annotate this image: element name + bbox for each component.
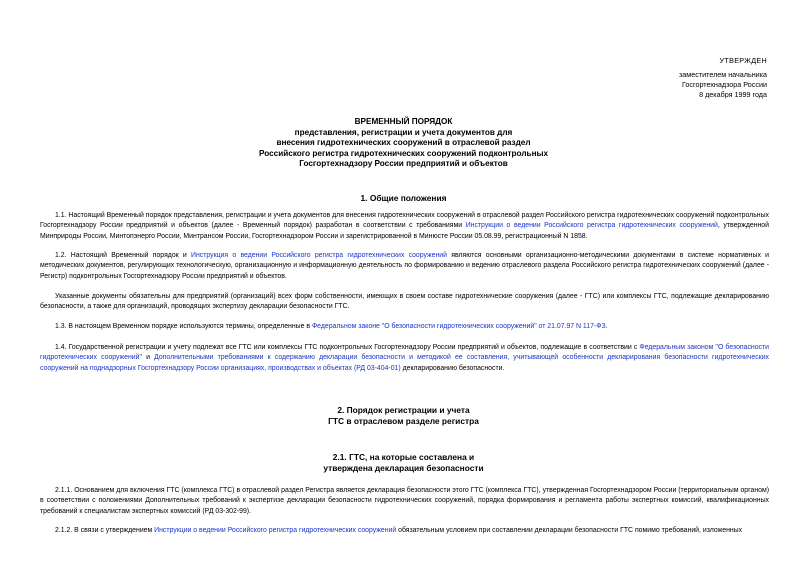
paragraph-text: 1.2. Настоящий Временный порядок и — [55, 252, 192, 259]
paragraph-text: и — [141, 354, 155, 362]
paragraph-1-4 — [40, 343, 769, 374]
paragraph-2-1-1: 2.1.1. Основанием для включения ГТС (комплекса ГТС) в отраслевой раздел Регистра является декларация безопасности этого ГТС (комплекса ГТС), утвержденная Госгортехнадзором России (территориальным органом) в соответствии с положениями Дополнительных требований к экспертизе декларации безопасности гидротехнических сооружений, порядка формирования и регламента работы экспертных комиссий, квалификационных требований к специалистам экспертных комиссий (РД 03-302-99). — [40, 487, 769, 515]
heading-line: 2.1. ГТС, на которые составлена и — [332, 452, 475, 462]
additional-requirements-link[interactable]: Дополнительными требованиями к содержанию декларации безопасности и методикой ее составления, учитывающей особенности декларирования безопасности гидротехнических сооружений на поднадзорных Госгортехнадзору России организациях, производствах и объектах (РД 03-404-01) — [40, 354, 769, 372]
instruction-register-link[interactable]: Инструкция о ведении Российского регистра гидротехнических сооружений — [191, 252, 447, 259]
title-line: Российского регистра гидротехнических сооружений подконтрольных — [258, 148, 549, 158]
approval-heading: УТВЕРЖДЕН — [719, 56, 767, 65]
heading-line: ГТС в отраслевом разделе регистра — [328, 416, 479, 426]
document-title — [0, 117, 807, 170]
paragraph-text: декларированию безопасности. — [400, 364, 505, 372]
section-1-heading: 1. Общие положения — [360, 193, 447, 203]
paragraph-1-2 — [40, 251, 769, 282]
approval-line: заместителем начальника — [678, 70, 767, 79]
paragraph-1-1 — [40, 211, 769, 242]
paragraph-text: 1.4. Государственной регистрации и учету подлежат все ГТС или комплексы ГТС подконтрольных Госгортехнадзору России предприятий и объектов, подлежащие в соответствии с — [55, 344, 640, 351]
title-line: внесения гидротехнических сооружений в отраслевой раздел — [276, 138, 531, 148]
paragraph-text: 1.1. Настоящий Временный порядок представления, регистрации и учета документов для внесения гидротехнических сооружений в отраслевой раздел Российского регистра гидротехнических сооружений подконтрольных Госгортехнадзору России предприятий и объектов (далее - Временный порядок) разработан в соответствии с требованиями — [40, 212, 769, 230]
title-line: ВРЕМЕННЫЙ ПОРЯДОК — [354, 117, 453, 126]
approval-date: 8 декабря 1999 года — [699, 90, 767, 99]
instruction-register-link[interactable]: Инструкции о ведении Российского регистра гидротехнических сооружений — [465, 222, 718, 230]
title-line: Госгортехнадзору России предприятий и объектов — [299, 159, 508, 169]
paragraph-text: . — [605, 323, 608, 330]
paragraph-text: обязательным условием при составлении декларации безопасности ГТС помимо требований, изложенных — [396, 527, 743, 534]
approval-line: Госгортехнадзора России — [681, 80, 767, 89]
paragraph-text: являются основными организационно-методическими документами в системе нормативных и методических документов, регулирующих технологическую, организационную и информационную деятельность по формированию и ведению отраслевого раздела Российского регистра гидротехнических сооружений (далее - Регистр) подконтрольных Госгортехнадзору России предприятий и объектов. — [40, 252, 769, 280]
paragraph-1-3 — [40, 322, 769, 332]
heading-line: 2. Порядок регистрации и учета — [337, 405, 470, 415]
section-2-1-heading — [0, 452, 807, 474]
paragraph-text: , утвержденной Минприроды России, Минтопэнерго России, Минтрансом России, Госгортехнадзором России и зарегистрированной в Минюсте России 05.08.99, регистрационный N 1858. — [40, 222, 769, 240]
section-2-heading — [0, 405, 807, 427]
paragraph-text: 2.1.2. В связи с утверждением — [55, 527, 155, 534]
federal-law-link[interactable]: Федеральным законом "О безопасности гидротехнических сооружений" — [40, 344, 769, 362]
paragraph-1-2-cont: Указанные документы обязательны для предприятий (организаций) всех форм собственности, имеющих в своем составе гидротехнические сооружения (далее - ГТС) или комплексы ГТС, подлежащие декларированию безопасности, а также для организаций, проводящих экспертизу декларации безопасности ГТС. — [40, 293, 769, 311]
title-line: представления, регистрации и учета документов для — [294, 127, 513, 137]
instruction-register-link[interactable]: Инструкции о ведении Российского регистра гидротехнических сооружений — [154, 527, 397, 534]
approval-stamp — [679, 56, 767, 100]
federal-law-link[interactable]: Федеральном законе "О безопасности гидротехнических сооружений" от 21.07.97 N 117-ФЗ — [311, 323, 606, 330]
heading-line: утверждена декларация безопасности — [323, 463, 484, 473]
paragraph-text: 1.3. В настоящем Временном порядке используются термины, определенные в — [55, 323, 312, 330]
paragraph-2-1-2 — [40, 526, 769, 536]
